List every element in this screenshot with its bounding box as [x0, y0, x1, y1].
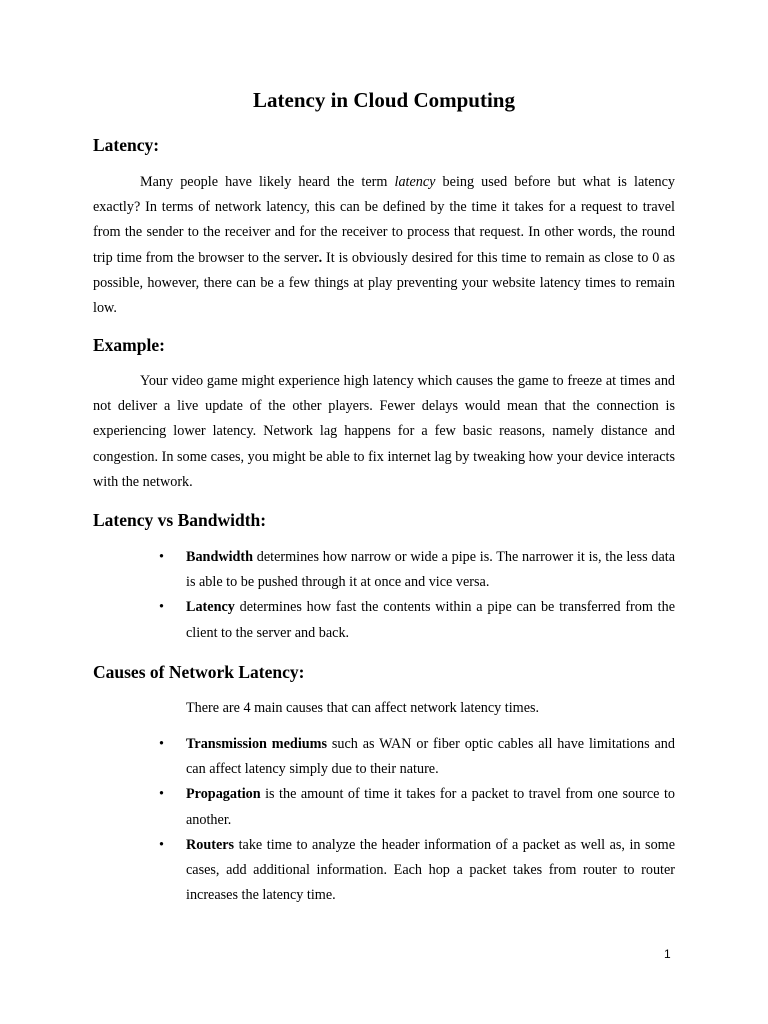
bullet-icon: •	[159, 549, 164, 565]
paragraph-latency-italic-term: latency	[394, 174, 436, 190]
list-item	[0, 545, 768, 595]
list-item-description: determines how fast the contents within a pipe can be transferred from the client to the server and back.	[186, 599, 675, 641]
paragraph-latency-mid: being used before but what is latency exactly? In terms of network latency, this can be defined by the time it takes for a request to travel from the sender to the receiver and for the receiver to process that request. In other words, the round trip time from the browser to the server	[93, 174, 675, 266]
list-item-text	[186, 833, 675, 909]
list-item-description: is the amount of time it takes for a packet to travel from one source to another.	[186, 786, 675, 828]
bullet-icon: •	[159, 786, 164, 803]
list-item-text	[186, 732, 675, 782]
list-item-term: Bandwidth	[186, 549, 254, 565]
paragraph-example-text: Your video game might experience high latency which causes the game to freeze at times and not deliver a live update of the other players. Fewer delays would mean that the connection is experiencing lower latency. Network lag happens for a few basic reasons, namely distance and congestion. In some cases, you might be able to fix internet lag by tweaking how your device interacts with the network.	[93, 373, 675, 490]
list-item-text	[186, 782, 675, 832]
bullet-icon: •	[159, 599, 164, 616]
list-item	[0, 782, 768, 832]
bandwidth-bullet-list	[0, 545, 768, 646]
bullet-icon: •	[159, 836, 164, 853]
paragraph-latency-lead: Many people have likely heard the term	[140, 174, 395, 190]
list-item-term: Transmission mediums	[186, 736, 327, 752]
section-heading-latency: Latency:	[93, 135, 160, 155]
list-item-term: Propagation	[186, 786, 261, 803]
list-item-description: determines how narrow or wide a pipe is. The narrower it is, the less data is able to be pushed through it at once and vice versa.	[186, 549, 675, 591]
causes-intro-text: There are 4 main causes that can affect network latency times.	[186, 700, 540, 716]
paragraph-latency	[93, 170, 675, 321]
list-item-term: Latency	[186, 599, 235, 616]
paragraph-latency-tail: It is obviously desired for this time to remain as close to 0 as possible, however, there can be a few things at play preventing your website latency times to remain low.	[93, 249, 675, 317]
bullet-icon: •	[159, 736, 164, 752]
list-item-text	[186, 595, 675, 645]
section-heading-bandwidth: Latency vs Bandwidth:	[93, 510, 267, 530]
section-heading-example: Example:	[93, 335, 165, 355]
document-title: Latency in Cloud Computing	[253, 88, 515, 112]
list-item-term: Routers	[186, 836, 235, 853]
paragraph-example	[93, 369, 675, 495]
section-heading-causes: Causes of Network Latency:	[93, 662, 305, 682]
paragraph-latency-bold-period: .	[318, 249, 323, 266]
list-item	[0, 595, 768, 645]
causes-bullet-list	[0, 732, 768, 908]
page-number: 1	[664, 947, 671, 961]
list-item-description: take time to analyze the header information of a packet as well as, in some cases, add additional information. Each hop a packet takes from router to router increases the latency time.	[186, 836, 675, 904]
list-item-text	[186, 545, 675, 595]
list-item	[0, 833, 768, 909]
list-item-description: such as WAN or fiber optic cables all have limitations and can affect latency simply due to their nature.	[186, 736, 675, 778]
list-item	[0, 732, 768, 782]
